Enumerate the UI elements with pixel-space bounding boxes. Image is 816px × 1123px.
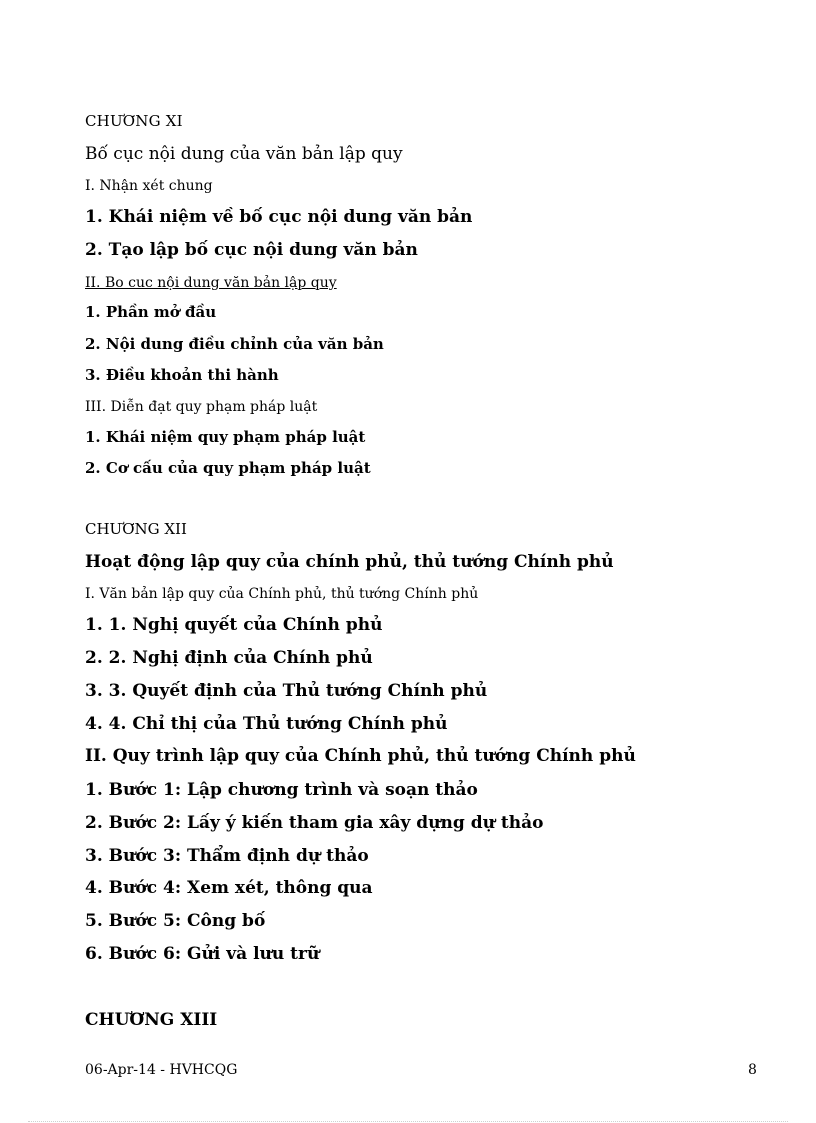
- chapter-13-heading: CHƯƠNG XIII: [85, 1010, 218, 1030]
- chapter-12-item-4: 4. 4. Chỉ thị của Thủ tướng Chính phủ: [85, 714, 448, 734]
- chapter-12-title: Hoạt động lập quy của chính phủ, thủ tướng Chính phủ: [85, 552, 614, 572]
- page-bottom-divider: [28, 1121, 788, 1122]
- chapter-12-section-2: II. Quy trình lập quy của Chính phủ, thủ tướng Chính phủ: [85, 746, 636, 766]
- chapter-11-item-2: 2. Tạo lập bố cục nội dung văn bản: [85, 240, 418, 260]
- chapter-11-item-1: 1. Khái niệm về bố cục nội dung văn bản: [85, 207, 473, 227]
- chapter-11-section-3: III. Diễn đạt quy phạm pháp luật: [85, 399, 318, 415]
- chapter-12-step-2: 2. Bước 2: Lấy ý kiến tham gia xây dựng dự thảo: [85, 813, 544, 833]
- footer-date-source: 06-Apr-14 - HVHCQG: [85, 1062, 238, 1078]
- chapter-11-title: Bố cục nội dung của văn bản lập quy: [85, 144, 403, 164]
- chapter-12-step-1: 1. Bước 1: Lập chương trình và soạn thảo: [85, 780, 478, 800]
- footer-page-number: 8: [748, 1062, 757, 1078]
- chapter-11-item-4: 2. Nội dung điều chỉnh của văn bản: [85, 335, 384, 353]
- chapter-12-heading: CHƯƠNG XII: [85, 520, 187, 538]
- chapter-11-heading: CHƯƠNG XI: [85, 112, 183, 130]
- chapter-12-item-3: 3. 3. Quyết định của Thủ tướng Chính phủ: [85, 681, 488, 701]
- chapter-11-section-2: II. Bo cuc nội dung văn bản lập quy: [85, 275, 337, 291]
- chapter-12-section-1: I. Văn bản lập quy của Chính phủ, thủ tướng Chính phủ: [85, 586, 479, 602]
- chapter-12-step-4: 4. Bước 4: Xem xét, thông qua: [85, 878, 373, 898]
- chapter-11-item-7: 2. Cơ cấu của quy phạm pháp luật: [85, 459, 371, 477]
- chapter-11-item-3: 1. Phần mở đầu: [85, 303, 217, 321]
- chapter-12-item-1: 1. 1. Nghị quyết của Chính phủ: [85, 615, 383, 635]
- chapter-11-section-1: I. Nhận xét chung: [85, 178, 213, 194]
- chapter-11-item-6: 1. Khái niệm quy phạm pháp luật: [85, 428, 366, 446]
- chapter-12-step-5: 5. Bước 5: Công bố: [85, 911, 266, 931]
- chapter-11-item-5: 3. Điều khoản thi hành: [85, 366, 279, 384]
- chapter-12-step-6: 6. Bước 6: Gửi và lưu trữ: [85, 944, 320, 964]
- chapter-12-step-3: 3. Bước 3: Thẩm định dự thảo: [85, 846, 369, 866]
- chapter-12-item-2: 2. 2. Nghị định của Chính phủ: [85, 648, 373, 668]
